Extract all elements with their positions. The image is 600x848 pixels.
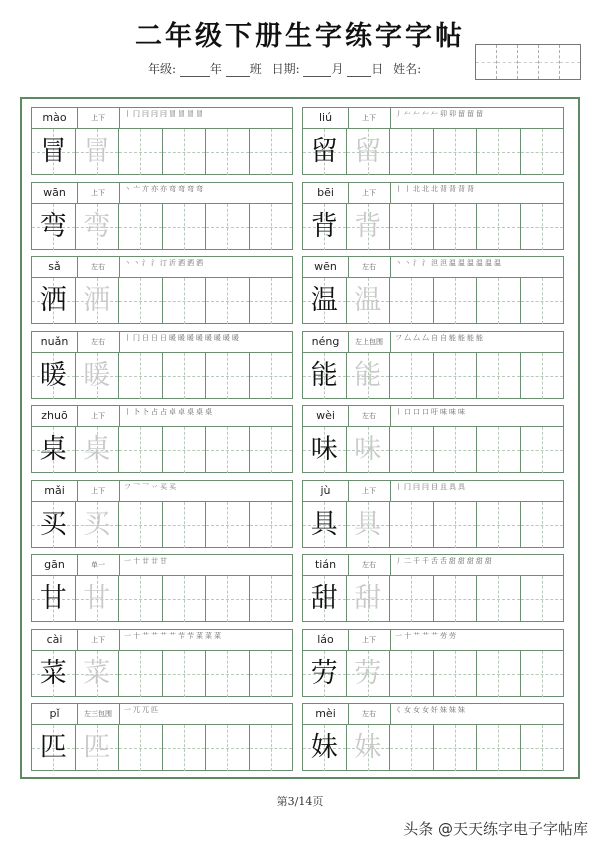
practice-box[interactable] — [250, 129, 293, 175]
model-character-box — [303, 129, 347, 175]
pinyin-label: mǎi — [32, 481, 78, 501]
practice-box[interactable] — [521, 129, 564, 175]
character-practice-cell — [31, 480, 293, 548]
model-character: 妹 — [310, 732, 338, 763]
practice-box[interactable] — [119, 651, 163, 697]
practice-box[interactable] — [250, 651, 293, 697]
writing-grid — [32, 353, 292, 399]
pinyin-label: cài — [32, 630, 78, 650]
trace-character-box — [76, 725, 120, 771]
trace-character: 温 — [354, 285, 382, 316]
model-character: 留 — [310, 136, 338, 167]
practice-box[interactable] — [206, 129, 250, 175]
cell-header-row — [32, 183, 292, 204]
character-practice-cell — [302, 703, 564, 771]
practice-box[interactable] — [390, 725, 434, 771]
stroke-order: 丨丨北北北背背背背 — [395, 184, 476, 193]
pinyin-label: zhuō — [32, 406, 78, 426]
pinyin-label: gān — [32, 555, 78, 575]
model-character-box — [32, 129, 76, 175]
practice-box[interactable] — [163, 129, 207, 175]
trace-character: 能 — [354, 359, 382, 391]
name-grid-box — [560, 45, 580, 79]
trace-character: 买 — [83, 508, 111, 540]
stroke-order: 丶亠亣亦亦弯弯弯弯 — [124, 184, 205, 193]
model-character: 买 — [39, 508, 67, 540]
model-character-box — [32, 651, 76, 697]
cell-header-row — [303, 555, 563, 576]
trace-character-box — [76, 502, 120, 548]
watermark: 头条 @天天练字电子字帖库 — [403, 820, 588, 838]
structure-label: 上下 — [348, 183, 391, 203]
practice-box[interactable] — [434, 204, 478, 250]
structure-label: 左三包围 — [77, 704, 120, 724]
stroke-order: 丿𠂉𠂉𠂉𠂉卯卯留留留 — [395, 110, 485, 118]
month-label: 月 — [331, 62, 344, 76]
stroke-order: フ乛乛丷买买 — [124, 482, 178, 491]
pinyin-label: mào — [32, 108, 78, 128]
structure-label: 上下 — [77, 630, 120, 650]
practice-box[interactable] — [163, 278, 207, 324]
trace-character: 暖 — [83, 359, 111, 391]
stroke-order: 丨冂日日日暖暖暖暖暖暖暖暖 — [124, 333, 241, 342]
cell-header-row — [32, 406, 292, 427]
practice-box[interactable] — [119, 725, 163, 771]
writing-grid — [303, 427, 563, 473]
writing-grid — [303, 576, 563, 622]
practice-box[interactable] — [477, 576, 521, 622]
stroke-order: 一十艹艹艹艹芐芐菜菜菜 — [124, 631, 223, 640]
character-practice-cell — [302, 554, 564, 622]
cell-header-row — [32, 257, 292, 278]
cell-header-row — [303, 481, 563, 502]
character-practice-cell — [302, 405, 564, 473]
model-character: 暖 — [39, 359, 67, 391]
practice-box[interactable] — [163, 576, 207, 622]
cell-header-row — [32, 555, 292, 576]
trace-character: 甘 — [83, 583, 111, 614]
stroke-order: 丶丶氵氵泹泹温温温温温温 — [395, 259, 503, 267]
practice-sheet — [20, 97, 580, 779]
model-character-box — [303, 502, 347, 548]
practice-box[interactable] — [477, 278, 521, 324]
stroke-order: 丨冂冃冃冃冒冒冒冒 — [124, 110, 205, 118]
pinyin-label: jù — [303, 481, 349, 501]
model-character-box — [303, 278, 347, 324]
model-character: 弯 — [39, 210, 67, 242]
year-label: 年 — [209, 62, 222, 76]
model-character: 具 — [310, 508, 338, 540]
character-practice-cell — [302, 182, 564, 250]
practice-box[interactable] — [119, 576, 163, 622]
structure-label: 上下 — [348, 481, 391, 501]
character-practice-cell — [302, 256, 564, 324]
trace-character: 菜 — [83, 657, 111, 689]
stroke-order: 丨卜卜占占卓卓桌桌桌 — [124, 408, 214, 416]
practice-box[interactable] — [477, 502, 521, 548]
writing-grid — [32, 204, 292, 250]
student-info-line — [148, 60, 421, 77]
practice-box[interactable] — [250, 427, 293, 473]
character-practice-cell — [31, 182, 293, 250]
structure-label: 上下 — [77, 406, 120, 426]
character-practice-cell — [302, 331, 564, 399]
trace-character: 妹 — [354, 732, 382, 763]
cell-header-row — [32, 630, 292, 651]
model-character: 温 — [310, 285, 338, 316]
cell-header-row — [32, 108, 292, 129]
model-character: 味 — [310, 434, 338, 465]
pinyin-label: liú — [303, 108, 349, 128]
practice-box[interactable] — [434, 278, 478, 324]
pinyin-label: nuǎn — [32, 332, 78, 352]
trace-character-box — [347, 278, 391, 324]
writing-grid — [32, 129, 292, 175]
model-character-box — [32, 353, 76, 399]
stroke-order: 丨冂冃冃目且具具 — [395, 482, 467, 491]
practice-box[interactable] — [163, 651, 207, 697]
model-character-box — [303, 651, 347, 697]
practice-box[interactable] — [119, 502, 163, 548]
trace-character: 甜 — [354, 583, 382, 614]
trace-character: 弯 — [83, 210, 111, 242]
practice-box[interactable] — [434, 353, 478, 399]
writing-grid — [32, 651, 292, 697]
practice-box[interactable] — [206, 427, 250, 473]
practice-box[interactable] — [477, 651, 521, 697]
model-character-box — [32, 278, 76, 324]
pinyin-label: wān — [32, 183, 78, 203]
model-character: 背 — [310, 210, 338, 242]
model-character-box — [32, 427, 76, 473]
practice-box[interactable] — [434, 129, 478, 175]
trace-character-box — [76, 576, 120, 622]
trace-character: 留 — [354, 136, 382, 167]
day-blank[interactable] — [347, 76, 371, 77]
day-label: 日 — [371, 62, 384, 76]
grade-label: 年级: — [148, 62, 177, 76]
practice-box[interactable] — [390, 651, 434, 697]
cell-header-row — [303, 108, 563, 129]
date-label: 日期: — [271, 62, 300, 76]
pinyin-label: wēn — [303, 257, 349, 277]
cell-header-row — [32, 481, 292, 502]
practice-box[interactable] — [119, 204, 163, 250]
practice-box[interactable] — [206, 204, 250, 250]
cell-header-row — [32, 332, 292, 353]
practice-box[interactable] — [250, 576, 293, 622]
cell-header-row — [303, 183, 563, 204]
structure-label: 左右 — [77, 257, 120, 277]
trace-character-box — [347, 576, 391, 622]
class-blank[interactable] — [226, 76, 250, 77]
trace-character: 匹 — [83, 732, 111, 763]
pinyin-label: láo — [303, 630, 349, 650]
character-practice-cell — [31, 554, 293, 622]
practice-box[interactable] — [206, 502, 250, 548]
practice-box[interactable] — [119, 278, 163, 324]
character-practice-cell — [31, 703, 293, 771]
writing-grid — [32, 576, 292, 622]
model-character: 菜 — [39, 657, 67, 689]
practice-box[interactable] — [434, 651, 478, 697]
trace-character: 劳 — [354, 657, 382, 689]
structure-label: 左右 — [348, 704, 391, 724]
practice-box[interactable] — [250, 278, 293, 324]
name-grid-box — [476, 45, 497, 79]
practice-box[interactable] — [477, 204, 521, 250]
character-practice-cell — [31, 107, 293, 175]
structure-label: 上下 — [348, 108, 391, 128]
practice-box[interactable] — [206, 725, 250, 771]
stroke-order: 丶丶氵氵汀沂洒洒洒 — [124, 259, 205, 267]
trace-character-box — [347, 353, 391, 399]
cell-header-row — [303, 406, 563, 427]
name-grid-box — [497, 45, 518, 79]
stroke-order: 一兀兀匹 — [124, 706, 160, 714]
trace-character-box — [347, 427, 391, 473]
writing-grid — [32, 278, 292, 324]
practice-box[interactable] — [434, 427, 478, 473]
stroke-order: 一十艹艹艹劳劳 — [395, 631, 458, 640]
trace-character-box — [347, 502, 391, 548]
practice-box[interactable] — [119, 129, 163, 175]
practice-box[interactable] — [521, 576, 564, 622]
structure-label: 左上包围 — [348, 332, 391, 352]
model-character: 能 — [310, 359, 338, 391]
model-character: 冒 — [39, 136, 67, 167]
writing-grid — [303, 651, 563, 697]
practice-box[interactable] — [250, 725, 293, 771]
model-character-box — [303, 427, 347, 473]
practice-box[interactable] — [390, 204, 434, 250]
stroke-order: 一十廿廿甘 — [124, 557, 169, 565]
trace-character: 冒 — [83, 136, 111, 167]
pinyin-label: bēi — [303, 183, 349, 203]
structure-label: 单一 — [77, 555, 120, 575]
trace-character-box — [76, 651, 120, 697]
pinyin-label: sǎ — [32, 257, 78, 277]
practice-box[interactable] — [521, 502, 564, 548]
model-character-box — [32, 576, 76, 622]
trace-character: 具 — [354, 508, 382, 540]
structure-label: 上下 — [77, 183, 120, 203]
practice-box[interactable] — [521, 651, 564, 697]
practice-box[interactable] — [390, 502, 434, 548]
practice-box[interactable] — [521, 278, 564, 324]
writing-grid — [32, 502, 292, 548]
model-character-box — [32, 725, 76, 771]
practice-box[interactable] — [521, 353, 564, 399]
trace-character: 背 — [354, 210, 382, 242]
model-character-box — [303, 204, 347, 250]
practice-box[interactable] — [477, 129, 521, 175]
trace-character-box — [347, 129, 391, 175]
month-blank[interactable] — [303, 76, 331, 77]
model-character: 洒 — [39, 285, 67, 316]
trace-character: 洒 — [83, 285, 111, 316]
model-character: 甘 — [39, 583, 67, 614]
writing-grid — [303, 129, 563, 175]
character-practice-cell — [302, 629, 564, 697]
practice-box[interactable] — [163, 353, 207, 399]
model-character-box — [303, 576, 347, 622]
practice-box[interactable] — [390, 353, 434, 399]
cell-header-row — [303, 332, 563, 353]
practice-box[interactable] — [477, 353, 521, 399]
structure-label: 左右 — [348, 555, 391, 575]
trace-character-box — [76, 278, 120, 324]
model-character-box — [32, 204, 76, 250]
practice-box[interactable] — [250, 204, 293, 250]
practice-box[interactable] — [390, 576, 434, 622]
practice-box[interactable] — [477, 725, 521, 771]
practice-box[interactable] — [434, 576, 478, 622]
writing-grid — [303, 353, 563, 399]
worksheet-title: 二年级下册生字练字字帖 — [135, 21, 465, 52]
writing-grid — [32, 725, 292, 771]
character-practice-cell — [302, 107, 564, 175]
trace-character: 味 — [354, 434, 382, 465]
stroke-order: 丨口口口吁味味味 — [395, 408, 467, 416]
grade-blank[interactable] — [180, 76, 210, 77]
trace-character: 桌 — [83, 434, 111, 465]
pinyin-label: mèi — [303, 704, 349, 724]
cell-header-row — [32, 704, 292, 725]
practice-box[interactable] — [390, 129, 434, 175]
trace-character-box — [347, 725, 391, 771]
practice-box[interactable] — [390, 427, 434, 473]
writing-grid — [303, 278, 563, 324]
cell-header-row — [303, 630, 563, 651]
name-grid-box — [518, 45, 539, 79]
trace-character-box — [76, 353, 120, 399]
structure-label: 上下 — [77, 481, 120, 501]
character-practice-cell — [31, 629, 293, 697]
trace-character-box — [76, 129, 120, 175]
writing-grid — [32, 427, 292, 473]
practice-box[interactable] — [163, 725, 207, 771]
pinyin-label: tián — [303, 555, 349, 575]
model-character: 劳 — [310, 657, 338, 689]
stroke-order: フ厶厶厶自自能能能能 — [395, 333, 485, 342]
pinyin-label: néng — [303, 332, 349, 352]
name-label: 姓名: — [393, 62, 422, 76]
structure-label: 左右 — [348, 257, 391, 277]
pinyin-label: wèi — [303, 406, 349, 426]
character-practice-cell — [302, 480, 564, 548]
character-practice-cell — [31, 256, 293, 324]
pinyin-label: pǐ — [32, 704, 78, 724]
practice-box[interactable] — [163, 502, 207, 548]
writing-grid — [303, 502, 563, 548]
writing-grid — [303, 204, 563, 250]
character-practice-cell — [31, 405, 293, 473]
practice-box[interactable] — [521, 204, 564, 250]
class-label: 班 — [249, 62, 262, 76]
cell-header-row — [303, 704, 563, 725]
practice-box[interactable] — [163, 204, 207, 250]
practice-box[interactable] — [434, 725, 478, 771]
model-character: 桌 — [39, 434, 67, 465]
practice-box[interactable] — [434, 502, 478, 548]
practice-box[interactable] — [206, 651, 250, 697]
practice-box[interactable] — [477, 427, 521, 473]
character-practice-cell — [31, 331, 293, 399]
practice-box[interactable] — [521, 725, 564, 771]
practice-box[interactable] — [206, 278, 250, 324]
structure-label: 上下 — [77, 108, 120, 128]
stroke-order: 丿二千千舌舌甜甜甜甜甜 — [395, 557, 494, 565]
writing-grid — [303, 725, 563, 771]
practice-box[interactable] — [119, 427, 163, 473]
practice-box[interactable] — [119, 353, 163, 399]
practice-box[interactable] — [521, 427, 564, 473]
practice-box[interactable] — [250, 502, 293, 548]
name-grid-box — [539, 45, 560, 79]
model-character: 甜 — [310, 583, 338, 614]
practice-box[interactable] — [206, 576, 250, 622]
practice-box[interactable] — [206, 353, 250, 399]
practice-box[interactable] — [390, 278, 434, 324]
page-number: 第3/14页 — [276, 795, 324, 808]
structure-label: 左右 — [77, 332, 120, 352]
trace-character-box — [76, 427, 120, 473]
stroke-order: く女女女奷妹妹妹 — [395, 706, 467, 714]
cell-header-row — [303, 257, 563, 278]
model-character-box — [303, 725, 347, 771]
trace-character-box — [76, 204, 120, 250]
model-character-box — [32, 502, 76, 548]
structure-label: 左右 — [348, 406, 391, 426]
model-character-box — [303, 353, 347, 399]
model-character: 匹 — [39, 732, 67, 763]
practice-box[interactable] — [250, 353, 293, 399]
trace-character-box — [347, 651, 391, 697]
structure-label: 上下 — [348, 630, 391, 650]
practice-box[interactable] — [163, 427, 207, 473]
name-input-box[interactable] — [475, 44, 581, 80]
trace-character-box — [347, 204, 391, 250]
